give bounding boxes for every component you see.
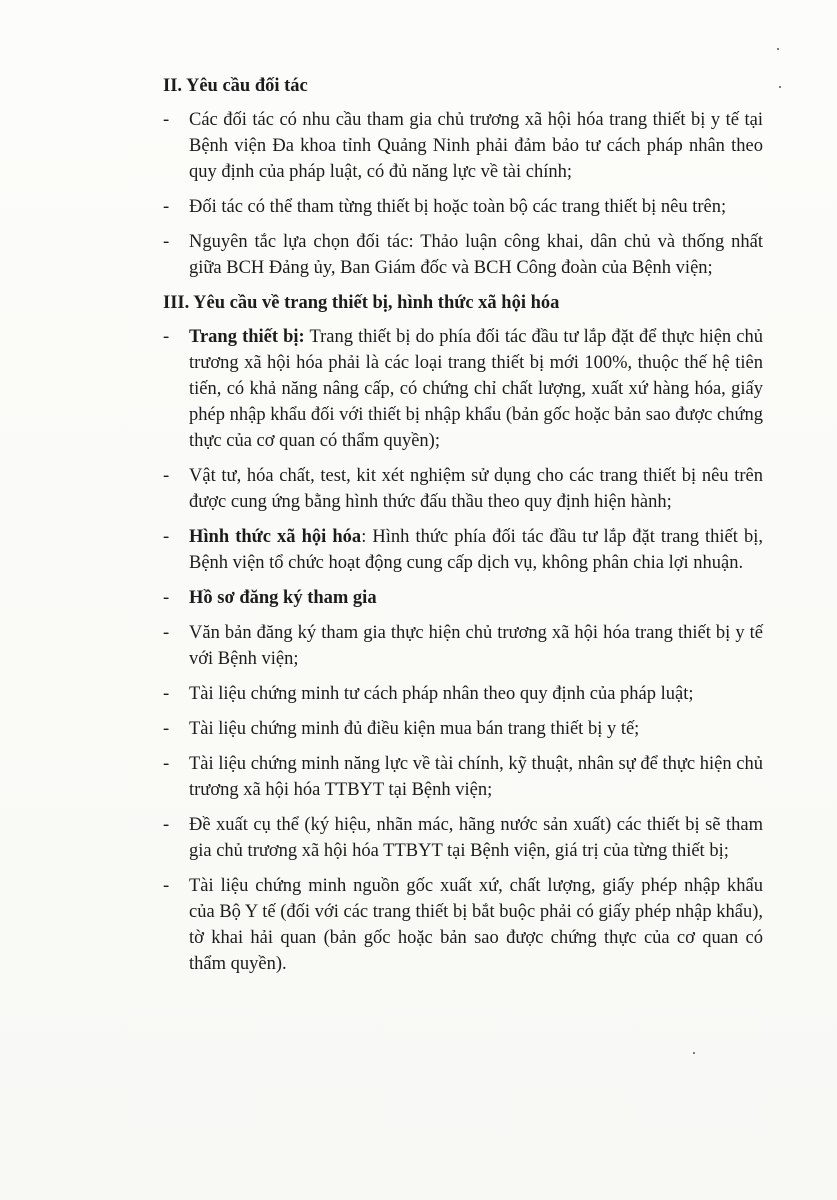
dash-bullet: - [163, 623, 170, 643]
dash-bullet: - [163, 110, 170, 130]
list-item-text: Đối tác có thể tham từng thiết bị hoặc toàn bộ các trang thiết bị nêu trên; [189, 197, 727, 217]
dash-bullet: - [163, 232, 170, 252]
supplies-text: Vật tư, hóa chất, test, kit xét nghiệm sử dụng cho các trang thiết bị nêu trên được cung ứng bằng hình thức đấu thầu theo quy định hiện hành; [189, 466, 763, 512]
dash-bullet: - [163, 754, 170, 774]
list-item-equipment [163, 324, 763, 454]
list-item-text: Tài liệu chứng minh năng lực về tài chính, kỹ thuật, nhân sự để thực hiện chủ trương xã hội hóa TTBYT tại Bệnh viện; [189, 754, 763, 800]
dash-bullet: - [163, 876, 170, 896]
list-item [163, 620, 763, 672]
list-item-text: Văn bản đăng ký tham gia thực hiện chủ trương xã hội hóa trang thiết bị y tế với Bệnh viện; [189, 623, 763, 669]
list-item-text: Tài liệu chứng minh đủ điều kiện mua bán trang thiết bị y tế; [189, 719, 640, 739]
list-item [163, 812, 763, 864]
list-item-text: Tài liệu chứng minh tư cách pháp nhân theo quy định của pháp luật; [189, 684, 694, 704]
list-item [163, 229, 763, 281]
dash-bullet: - [163, 588, 170, 608]
form-text: : Hình thức phía đối tác đầu tư lắp đặt trang thiết bị, Bệnh viện tổ chức hoạt động cung cấp dịch vụ, không phân chia lợi nhuận. [189, 527, 764, 573]
document-body [163, 73, 763, 986]
list-item [163, 107, 763, 185]
list-item [163, 716, 763, 742]
dash-bullet: - [163, 327, 170, 347]
scan-speck [693, 1052, 695, 1054]
list-item-text: Nguyên tắc lựa chọn đối tác: Thảo luận công khai, dân chủ và thống nhất giữa BCH Đảng ủy, Ban Giám đốc và BCH Công đoàn của Bệnh viện; [189, 232, 763, 278]
section-3-heading: III. Yêu cầu về trang thiết bị, hình thức xã hội hóa [163, 293, 560, 313]
list-item-text: Tài liệu chứng minh nguồn gốc xuất xứ, chất lượng, giấy phép nhập khẩu của Bộ Y tế (đối với các trang thiết bị bắt buộc phải có giấy phép nhập khẩu), tờ khai hải quan (bản gốc hoặc bản sao được chứng thực của cơ quan có thẩm quyền). [189, 876, 763, 974]
dash-bullet: - [163, 527, 170, 547]
dash-bullet: - [163, 197, 170, 217]
dash-bullet: - [163, 684, 170, 704]
scan-speck [777, 48, 779, 50]
dash-bullet: - [163, 815, 170, 835]
list-item-text: Các đối tác có nhu cầu tham gia chủ trương xã hội hóa trang thiết bị y tế tại Bệnh viện Đa khoa tỉnh Quảng Ninh phải đảm bảo tư cách pháp nhân theo quy định của pháp luật, có đủ năng lực về tài chính; [189, 110, 763, 182]
section-2-heading: II. Yêu cầu đối tác [163, 76, 308, 96]
scan-speck [779, 86, 781, 88]
list-item-form [163, 524, 763, 576]
list-item [163, 194, 763, 220]
dash-bullet: - [163, 719, 170, 739]
list-item [163, 751, 763, 803]
form-label: Hình thức xã hội hóa [189, 527, 362, 547]
list-item [163, 681, 763, 707]
list-item-dossier-heading [163, 585, 763, 611]
dash-bullet: - [163, 466, 170, 486]
equipment-label: Trang thiết bị: [189, 327, 305, 347]
list-item [163, 873, 763, 977]
equipment-text: Trang thiết bị do phía đối tác đầu tư lắp đặt để thực hiện chủ trương xã hội hóa phải là các loại trang thiết bị mới 100%, thuộc thế hệ tiên tiến, có khả năng nâng cấp, có chứng chỉ chất lượng, xuất xứ hàng hóa, giấy phép nhập khẩu đối với thiết bị nhập khẩu (bản gốc hoặc bản sao được chứng thực của cơ quan có thẩm quyền); [189, 327, 763, 451]
list-item-supplies [163, 463, 763, 515]
list-item-text: Đề xuất cụ thể (ký hiệu, nhãn mác, hãng nước sản xuất) các thiết bị sẽ tham gia chủ trương xã hội hóa TTBYT tại Bệnh viện, giá trị của từng thiết bị; [189, 815, 763, 861]
dossier-label: Hồ sơ đăng ký tham gia [189, 588, 377, 608]
